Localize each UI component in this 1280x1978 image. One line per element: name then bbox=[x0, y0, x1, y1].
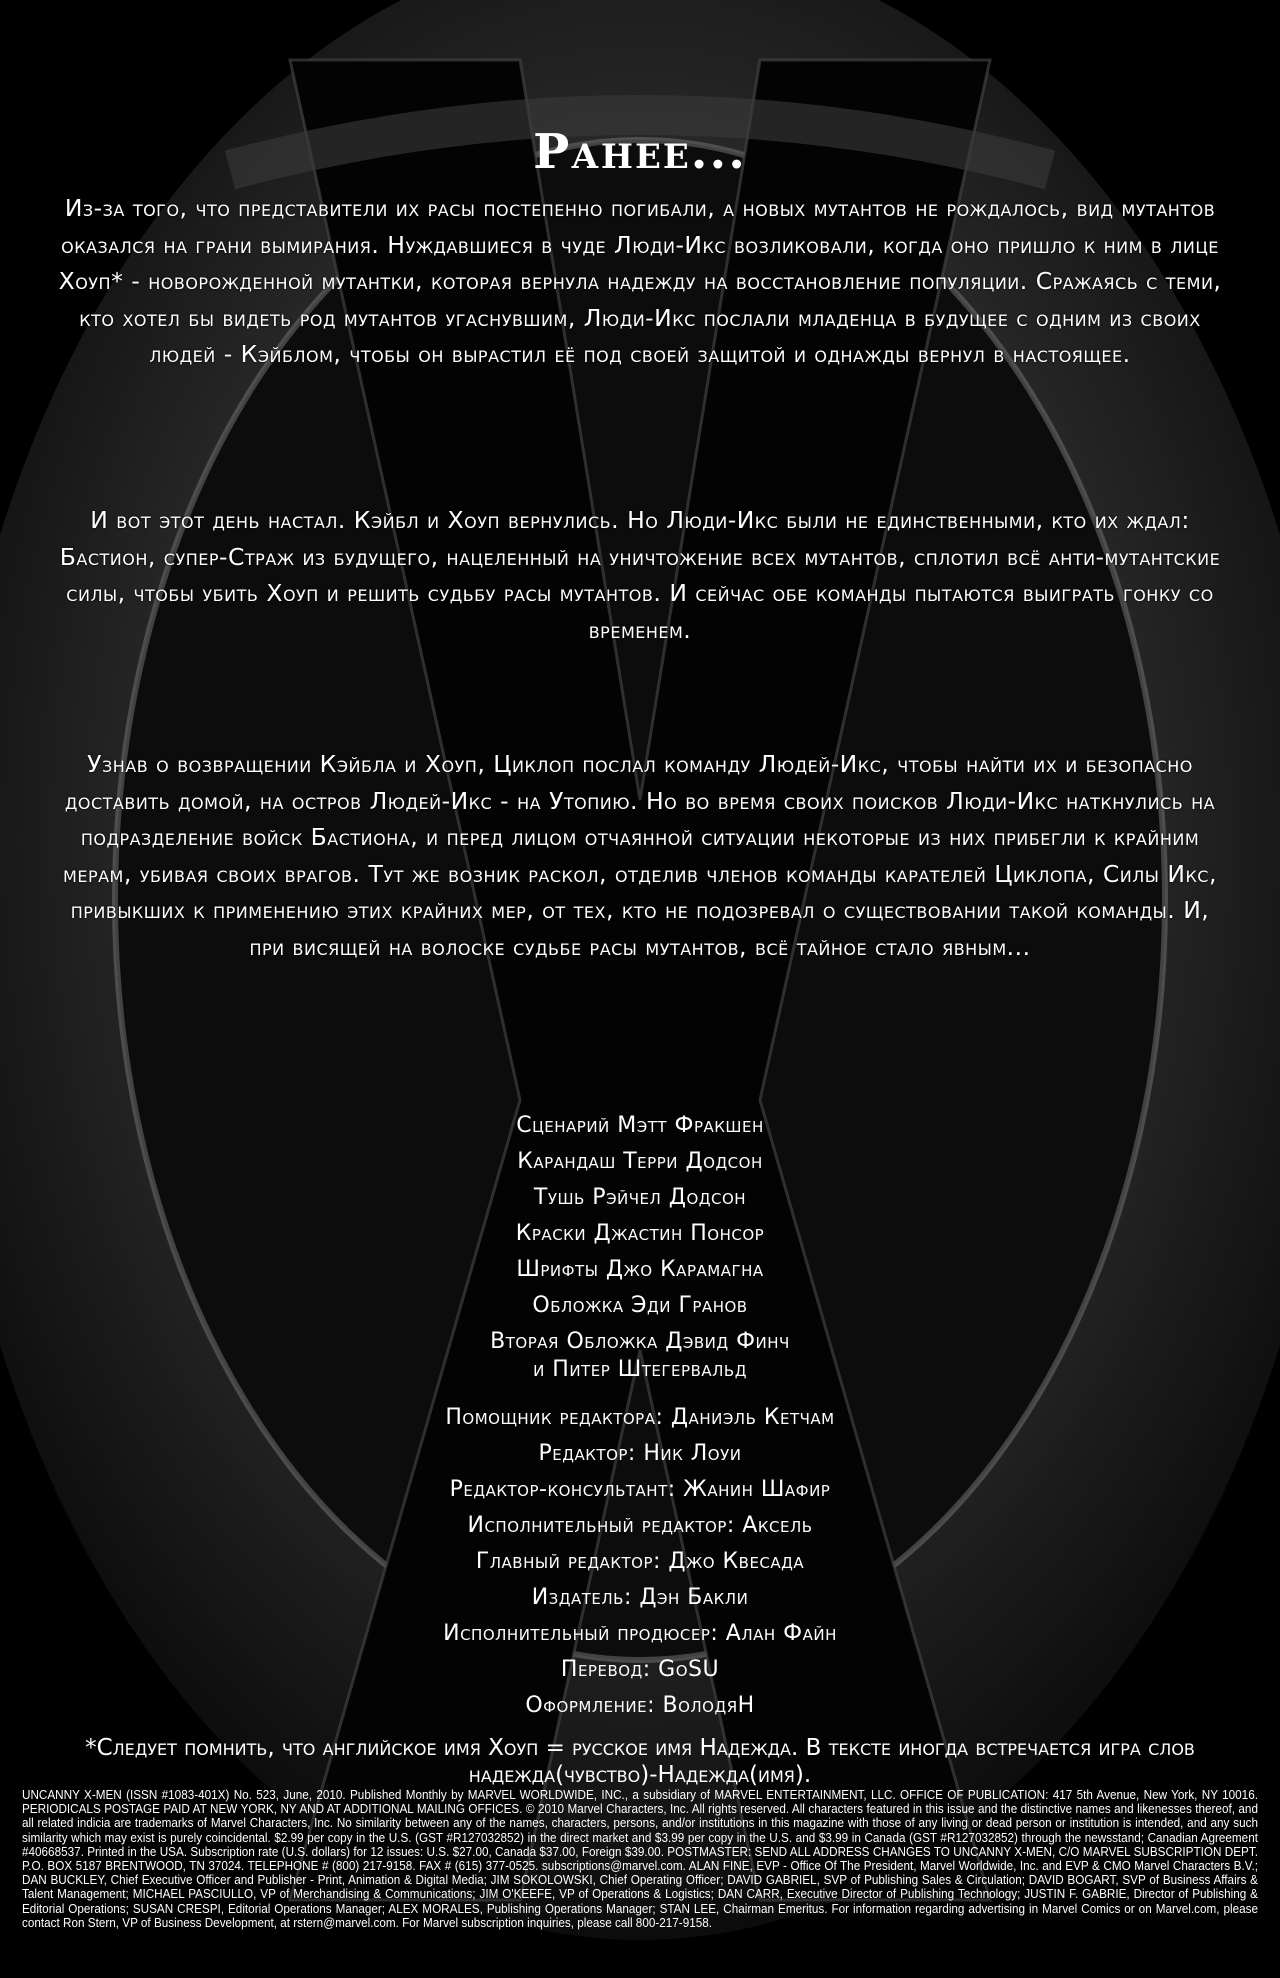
staff-credits bbox=[0, 1400, 1280, 1724]
credit-cover: Обложка Эди Гранов bbox=[532, 1293, 748, 1318]
recap-paragraph-3: Узнав о возвращении Кэйбла и Хоуп, Циклоп послал команду Людей-Икс, чтобы найти их и безопасно доставить домой, на остров Людей-Икс - на Утопию. Но во время своих поисков Люди-Икс наткнулись на подразделение войск Бастиона, и перед лицом отчаянной ситуации некоторые из них прибегли к крайним мерам, убивая своих врагов. Тут же возник раскол, отделив членов команды карателей Циклопа, Силы Икс, привыкших к применению этих крайних мер, от тех, кто не подозревал о существовании такой команды. И, при висящей на волоске судьбе расы мутантов, всё тайное стало явным... bbox=[63, 750, 1217, 961]
page-title: Ранее... bbox=[533, 124, 747, 181]
recap-paragraph-1: Из-за того, что представители их расы постепенно погибали, а новых мутантов не рождалось, вид мутантов оказался на грани вымирания. Нуждавшиеся в чуде Люди-Икс возликовали, когда оно пришло к ним в лице Хоуп* - новорожденной мутантки, которая вернула надежду на восстановление популяции. Сражаясь с теми, кто хотел бы видеть род мутантов угаснувшим, Люди-Икс послали младенца в будущее с одним из своих людей - Кэйблом, чтобы он вырастил её под своей защитой и однажды вернул в настоящее. bbox=[58, 194, 1222, 368]
credit-letters: Шрифты Джо Карамагна bbox=[516, 1257, 764, 1282]
publication-indicia: UNCANNY X-MEN (ISSN #1083-401X) No. 523, June, 2010. Published Monthly by MARVEL WORLDWIDE, INC., a subsidiary of MARVEL ENTERTAINMENT, LLC. OFFICE OF PUBLICATION: 417 5th Avenue, New York, NY 10016. PERIODICALS POSTAGE PAID AT NEW YORK, NY AND AT ADDITIONAL MAILING OFFICES. © 2010 Marvel Characters, Inc. All rights reserved. All characters featured in this issue and the distinctive names and likenesses thereof, and all related indicia are trademarks of Marvel Characters, Inc. No similarity between any of the names, characters, persons, and/or institutions in this magazine with those of any living or dead person or institution is intended, and any such similarity which may exist is purely coincidental. $2.99 per copy in the U.S. (GST #R127032852) in the direct market and $3.99 per copy in the U.S. and $3.99 in Canada (GST #R127032852) through the newsstand; Canadian Agreement #40668537. Printed in the USA. Subscription rate (U.S. dollars) for 12 issues: U.S. $27.00, Canada $37.00, Foreign $39.00. POSTMASTER: SEND ALL ADDRESS CHANGES TO UNCANNY X-MEN, C/O MARVEL SUBSCRIPTION DEPT. P.O. BOX 5187 BRENTWOOD, TN 37024. TELEPHONE # (800) 217-9158. FAX # (615) 377-0525. subscriptions@marvel.com. ALAN FINE, EVP - Office Of The President, Marvel Worldwide, Inc. and EVP & CMO Marvel Characters B.V.; DAN BUCKLEY, Chief Executive Officer and Publisher - Print, Animation & Digital Media; JIM SOKOLOWSKI, Chief Operating Officer; DAVID GABRIEL, SVP of Publishing Sales & Circulation; DAVID BOGART, SVP of Business Affairs & Talent Management; MICHAEL PASCIULLO, VP of Merchandising & Communications; JIM O'KEEFE, VP of Operations & Logistics; DAN CARR, Executive Director of Publishing Technology; JUSTIN F. GABRIE, Director of Publishing & Editorial Operations; SUSAN CRESPI, Editorial Operations Manager; ALEX MORALES, Publishing Operations Manager; STAN LEE, Chairman Emeritus. For information regarding advertising in Marvel Comics or on Marvel.com, please contact Ron Stern, VP of Business Development, at rstern@marvel.com. For Marvel subscription inquiries, please call 800-217-9158. bbox=[22, 1788, 1258, 1930]
credit-executive-producer: Исполнительный продюсер: Алан Файн bbox=[443, 1621, 837, 1646]
credit-variant-cover-line-1: Вторая Обложка Дэвид Финч bbox=[490, 1329, 790, 1354]
credit-variant-cover bbox=[0, 1324, 1280, 1386]
credit-variant-cover-line-2: и Питер Штегервальд bbox=[533, 1357, 747, 1382]
credit-assistant-editor: Помощник редактора: Даниэль Кетчам bbox=[445, 1405, 835, 1430]
credit-executive-editor: Исполнительный редактор: Аксель bbox=[467, 1513, 813, 1538]
credit-colors: Краски Джастин Понсор bbox=[515, 1221, 765, 1246]
credit-writer: Сценарий Мэтт Фракшен bbox=[516, 1113, 764, 1138]
credit-publisher: Издатель: Дэн Бакли bbox=[531, 1585, 749, 1610]
credit-inks: Тушь Рэйчел Додсон bbox=[533, 1185, 747, 1210]
translator-footnote: *Следует помнить, что английское имя Хоуп = русское имя Надежда. В тексте иногда встречается игра слов надежда(чувство)-Надежда(имя). bbox=[85, 1735, 1195, 1788]
credit-design: Оформление: ВолодяН bbox=[525, 1693, 755, 1718]
recap-paragraph-2: И вот этот день настал. Кэйбл и Хоуп вернулись. Но Люди-Икс были не единственными, кто их ждал: Бастион, супер-Страж из будущего, нацеленный на уничтожение всех мутантов, сплотил всё анти-мутантские силы, чтобы убить Хоуп и решить судьбу расы мутантов. И сейчас обе команды пытаются выиграть гонку со временем. bbox=[59, 506, 1221, 644]
creator-credits bbox=[0, 1108, 1280, 1386]
credit-translation: Перевод: GoSU bbox=[560, 1657, 720, 1682]
credit-pencils: Карандаш Терри Додсон bbox=[517, 1149, 763, 1174]
credit-consulting-editor: Редактор-консультант: Жанин Шафир bbox=[449, 1477, 831, 1502]
credit-editor-in-chief: Главный редактор: Джо Квесада bbox=[475, 1549, 805, 1574]
credit-editor: Редактор: Ник Лоуи bbox=[538, 1441, 742, 1466]
